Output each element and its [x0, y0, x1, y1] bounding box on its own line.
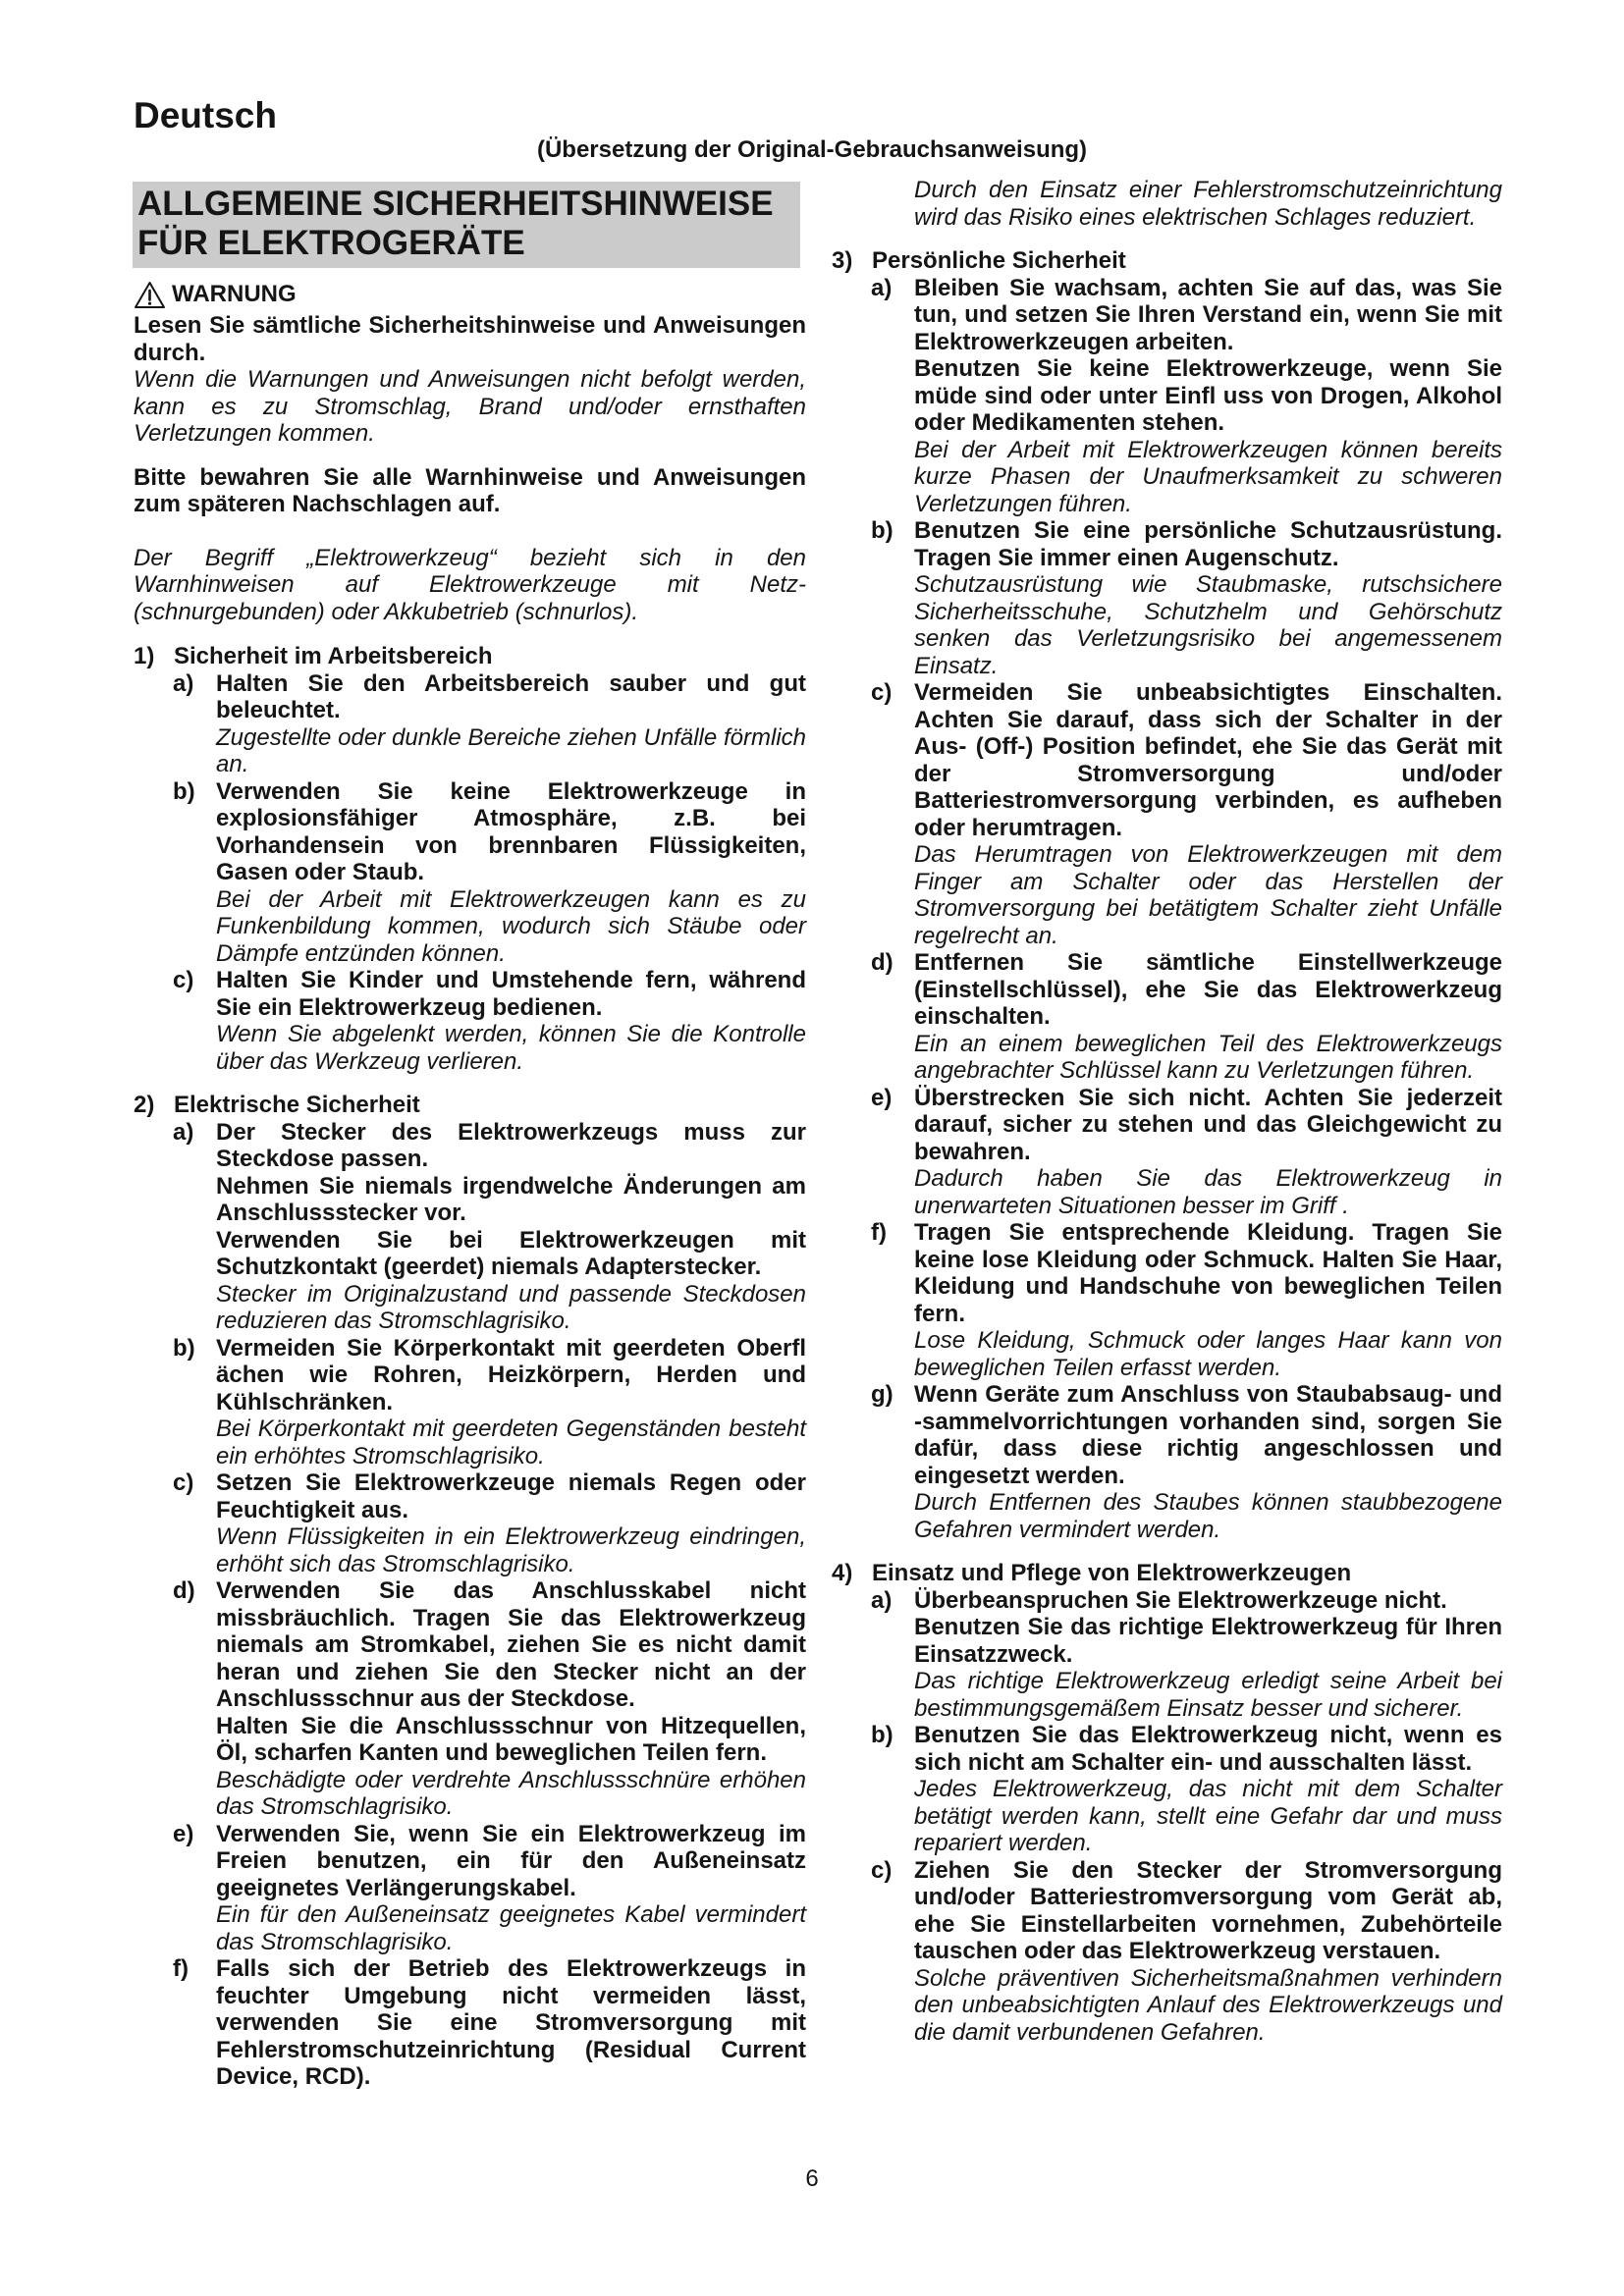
- section-2-item-e: [134, 1821, 806, 1956]
- intro-keep-instructions: Bitte bewahren Sie alle Warnhinweise und Anweisungen zum späteren Nachschlagen auf.: [134, 463, 806, 517]
- section-title: Einsatz und Pflege von Elektrowerkzeugen: [872, 1560, 1352, 1586]
- page-number: 6: [805, 2165, 819, 2192]
- section-number: 4): [832, 1560, 853, 1586]
- section-3-item-e: [832, 1085, 1502, 1220]
- safety-title-box: [133, 182, 800, 268]
- section-number: 2): [134, 1092, 155, 1118]
- item-letter: a): [871, 274, 893, 301]
- item-explanation: Bei Körperkontakt mit geerdeten Gegenständen besteht ein erhöhtes Stromschlagrisiko.: [216, 1415, 806, 1469]
- left-column: [134, 312, 806, 2091]
- item-instruction: Benutzen Sie eine persönliche Schutzausrüstung. Tragen Sie immer einen Augenschutz.: [914, 517, 1502, 571]
- section-2-item-b: [134, 1335, 806, 1470]
- section-1-item-b: [134, 778, 806, 968]
- section-heading: [832, 1560, 1502, 1587]
- item-instruction: Der Stecker des Elektrowerkzeugs muss zur Steckdose passen.: [216, 1118, 806, 1172]
- item-instruction: Verwenden Sie, wenn Sie ein Elektrowerkzeug im Freien benutzen, ein für den Außeneinsatz geeignetes Verlängerungskabel.: [216, 1820, 806, 1901]
- item-explanation: Dadurch haben Sie das Elektrowerkzeug in unerwarteten Situationen besser im Griff .: [914, 1165, 1502, 1219]
- item-letter: c): [173, 967, 194, 993]
- section-3-item-d: [832, 949, 1502, 1085]
- item-instruction: Überstrecken Sie sich nicht. Achten Sie jederzeit darauf, sicher zu stehen und das Gleichgewicht zu bewahren.: [914, 1084, 1502, 1165]
- item-explanation: Bei der Arbeit mit Elektrowerkzeugen können bereits kurze Phasen der Unaufmerksamkeit zu schweren Verletzungen führen.: [914, 436, 1502, 517]
- item-letter: b): [173, 777, 195, 805]
- item-letter: f): [871, 1219, 887, 1246]
- item-instruction: Vermeiden Sie Körperkontakt mit geerdeten Oberfl ächen wie Rohren, Heizkörpern, Herden und Kühlschränken.: [216, 1334, 806, 1415]
- item-letter: a): [173, 669, 194, 697]
- item-explanation: Durch den Einsatz einer Fehlerstromschutzeinrichtung wird das Risiko eines elektrischen Schlages reduziert.: [914, 177, 1502, 231]
- intro-consequence: Wenn die Warnungen und Anweisungen nicht befolgt werden, kann es zu Stromschlag, Brand und/oder ernsthaften Verletzungen kommen.: [134, 366, 806, 447]
- item-instruction: Wenn Geräte zum Anschluss von Staubabsaug- und -sammelvorrichtungen vorhanden sind, sorgen Sie dafür, dass diese richtig angeschlossen und eingesetzt werden.: [914, 1381, 1502, 1489]
- item-instruction: Vermeiden Sie unbeabsichtigtes Einschalten. Achten Sie darauf, dass sich der Schalter in der Aus- (Off-) Position befindet, ehe Sie das Gerät mit der Stromversorgung und/oder Batteriestromversorgung verbinden, es aufheben oder herumtragen.: [914, 679, 1502, 841]
- item-explanation: Jedes Elektrowerkzeug, das nicht mit dem Schalter betätigt werden kann, stellt eine Gefahr dar und muss repariert werden.: [914, 1776, 1502, 1856]
- section-1-item-c: [134, 967, 806, 1075]
- section-4-item-a: [832, 1587, 1502, 1723]
- item-instruction: Benutzen Sie das Elektrowerkzeug nicht, wenn es sich nicht am Schalter ein- und ausschalten lässt.: [914, 1722, 1502, 1776]
- section-1: [134, 643, 806, 1075]
- item-letter: d): [173, 1577, 195, 1604]
- section-3-item-f: [832, 1219, 1502, 1381]
- item-instruction: Überbeanspruchen Sie Elektrowerkzeuge nicht.: [914, 1586, 1447, 1614]
- item-letter: b): [871, 517, 893, 544]
- section-3-item-a: [832, 275, 1502, 518]
- item-instruction-extra: Benutzen Sie das richtige Elektrowerkzeug für Ihren Einsatzzweck.: [914, 1614, 1502, 1668]
- item-instruction: Tragen Sie entsprechende Kleidung. Tragen Sie keine lose Kleidung oder Schmuck. Halten Sie Haar, Kleidung und Handschuhe von beweglichen Teilen fern.: [914, 1219, 1502, 1327]
- item-instruction: Verwenden Sie das Anschlusskabel nicht missbräuchlich. Tragen Sie das Elektrowerkzeug niemals am Stromkabel, ziehen Sie es nicht damit heran und ziehen Sie den Stecker nicht an der Anschlussschnur aus der Steckdose.: [216, 1577, 806, 1712]
- item-explanation: Ein für den Außeneinsatz geeignetes Kabel vermindert das Stromschlagrisiko.: [216, 1901, 806, 1955]
- warning-text: WARNUNG: [172, 281, 297, 307]
- item-letter: a): [871, 1586, 893, 1614]
- language-heading: Deutsch: [134, 95, 277, 135]
- item-explanation: Schutzausrüstung wie Staubmaske, rutschsichere Sicherheitsschuhe, Schutzhelm und Gehörschutz senken das Verletzungsrisiko bei angemessenem Einsatz.: [914, 571, 1502, 679]
- section-3-item-b: [832, 517, 1502, 679]
- item-letter: e): [871, 1084, 893, 1111]
- item-letter: b): [173, 1334, 195, 1362]
- item-explanation: Beschädigte oder verdrehte Anschlussschnüre erhöhen das Stromschlagrisiko.: [216, 1766, 806, 1820]
- item-explanation: Lose Kleidung, Schmuck oder langes Haar kann von beweglichen Teilen erfasst werden.: [914, 1327, 1502, 1381]
- item-instruction: Entfernen Sie sämtliche Einstellwerkzeuge (Einstellschlüssel), ehe Sie das Elektrowerkzeug einschalten.: [914, 949, 1502, 1030]
- item-instruction: Falls sich der Betrieb des Elektrowerkzeugs in feuchter Umgebung nicht vermeiden lässt, verwenden Sie eine Stromversorgung mit Fehlerstromschutzeinrichtung (Residual Current Device, RCD).: [216, 1955, 806, 2090]
- item-explanation: Solche präventiven Sicherheitsmaßnahmen verhindern den unbeabsichtigten Anlauf des Elektrowerkzeugs und die damit verbundenen Gefahren.: [914, 1964, 1502, 2046]
- item-explanation: Stecker im Originalzustand und passende Steckdosen reduzieren das Stromschlagrisiko.: [216, 1280, 806, 1334]
- section-heading: [134, 1092, 806, 1119]
- item-instruction: Ziehen Sie den Stecker der Stromversorgung und/oder Batteriestromversorgung vom Gerät ab, ehe Sie Einstellarbeiten vornehmen, Zubehörteile tauschen oder das Elektrowerkzeug verstauen.: [914, 1856, 1502, 1964]
- section-number: 3): [832, 247, 853, 274]
- item-explanation: Durch Entfernen des Staubes können staubbezogene Gefahren vermindert werden.: [914, 1489, 1502, 1543]
- item-explanation: Das Herumtragen von Elektrowerkzeugen mit dem Finger am Schalter oder das Herstellen der Stromversorgung bei betätigtem Schalter zieht Unfälle regelrecht an.: [914, 841, 1502, 949]
- item-letter: e): [173, 1820, 194, 1847]
- item-explanation: Das richtige Elektrowerkzeug erledigt seine Arbeit bei bestimmungsgemäßem Einsatz besser und sicherer.: [914, 1668, 1502, 1722]
- item-instruction-extra: Nehmen Sie niemals irgendwelche Änderungen am Anschlussstecker vor.: [216, 1172, 806, 1226]
- item-explanation: Bei der Arbeit mit Elektrowerkzeugen kann es zu Funkenbildung kommen, wodurch sich Stäube oder Dämpfe entzünden können.: [216, 885, 806, 967]
- section-2-item-d: [134, 1577, 806, 1821]
- section-number: 1): [134, 643, 155, 669]
- item-instruction-extra: Halten Sie die Anschlussschnur von Hitzequellen, Öl, scharfen Kanten und beweglichen Teilen fern.: [216, 1712, 806, 1766]
- item-explanation: Wenn Flüssigkeiten in ein Elektrowerkzeug eindringen, erhöht sich das Stromschlagrisiko.: [216, 1523, 806, 1577]
- section-2-item-f: [134, 1955, 806, 2091]
- item-explanation: Wenn Sie abgelenkt werden, können Sie die Kontrolle über das Werkzeug verlieren.: [216, 1021, 806, 1075]
- section-title: Persönliche Sicherheit: [872, 247, 1126, 274]
- section-2-item-a: [134, 1119, 806, 1335]
- section-3: [832, 247, 1502, 1543]
- section-3-item-c: [832, 679, 1502, 949]
- section-2-item-f-continuation: [832, 177, 1502, 231]
- intro-read-all: Lesen Sie sämtliche Sicherheitshinweise und Anweisungen durch.: [134, 312, 806, 366]
- translation-subtitle: (Übersetzung der Original-Gebrauchsanweisung): [536, 136, 1088, 163]
- item-letter: a): [173, 1118, 194, 1146]
- section-3-item-g: [832, 1381, 1502, 1543]
- item-letter: g): [871, 1381, 893, 1408]
- item-instruction-extra: Benutzen Sie keine Elektrowerkzeuge, wenn Sie müde sind oder unter Einfl uss von Drogen, Alkohol oder Medikamenten stehen.: [914, 355, 1502, 436]
- right-column: [832, 177, 1502, 2046]
- item-letter: c): [173, 1469, 194, 1496]
- title-line-1: ALLGEMEINE SICHERHEITSHINWEISE: [137, 185, 774, 223]
- section-title: Sicherheit im Arbeitsbereich: [174, 643, 493, 669]
- item-explanation: Zugestellte oder dunkle Bereiche ziehen Unfälle förmlich an.: [216, 723, 806, 777]
- section-4-item-c: [832, 1857, 1502, 2047]
- item-letter: b): [871, 1722, 893, 1748]
- item-instruction: Setzen Sie Elektrowerkzeuge niemals Regen oder Feuchtigkeit aus.: [216, 1469, 806, 1523]
- item-letter: c): [871, 679, 893, 706]
- item-instruction: Bleiben Sie wachsam, achten Sie auf das, was Sie tun, und setzen Sie Ihren Verstand ein, wenn Sie mit Elektrowerkzeugen arbeiten.: [914, 274, 1502, 355]
- item-instruction: Halten Sie Kinder und Umstehende fern, während Sie ein Elektrowerkzeug bedienen.: [216, 967, 806, 1021]
- section-heading: [832, 247, 1502, 275]
- title-line-2: FÜR ELEKTROGERÄTE: [137, 224, 525, 262]
- section-4-item-b: [832, 1722, 1502, 1857]
- section-2: [134, 1092, 806, 2091]
- warning-label: [134, 280, 297, 309]
- item-letter: f): [173, 1955, 189, 1982]
- item-instruction-extra: Verwenden Sie bei Elektrowerkzeugen mit Schutzkontakt (geerdet) niemals Adapterstecker.: [216, 1226, 806, 1280]
- intro-definition: Der Begriff „Elektrowerkzeug“ bezieht sich in den Warnhinweisen auf Elektrowerkzeuge mit Netz- (schnurgebunden) oder Akkubetrieb (schnurlos).: [134, 544, 806, 625]
- item-letter: d): [871, 949, 893, 976]
- section-1-item-a: [134, 670, 806, 778]
- item-explanation: Ein an einem beweglichen Teil des Elektrowerkzeugs angebrachter Schlüssel kann zu Verletzungen führen.: [914, 1030, 1502, 1084]
- section-4: [832, 1560, 1502, 2046]
- section-title: Elektrische Sicherheit: [174, 1092, 420, 1118]
- section-2-item-c: [134, 1469, 806, 1577]
- item-instruction: Verwenden Sie keine Elektrowerkzeuge in explosionsfähiger Atmosphäre, z.B. bei Vorhandensein von brennbaren Flüssigkeiten, Gasen oder Staub.: [216, 777, 806, 885]
- item-letter: c): [871, 1856, 893, 1884]
- item-instruction: Halten Sie den Arbeitsbereich sauber und gut beleuchtet.: [216, 669, 806, 723]
- section-heading: [134, 643, 806, 670]
- warning-triangle-icon: [134, 281, 166, 309]
